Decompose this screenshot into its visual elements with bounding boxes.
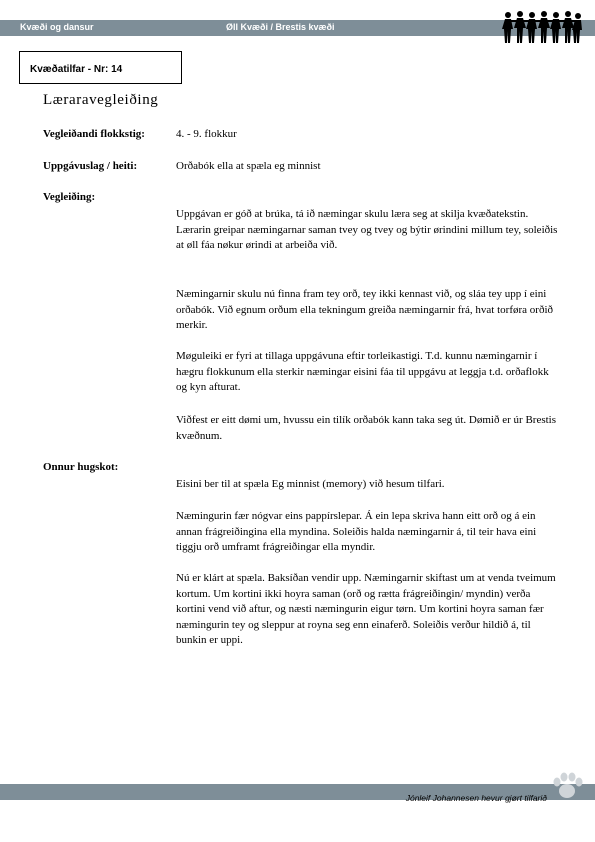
header-left-title: Kvæði og dansur [20,22,94,32]
dancers-icon [502,9,582,45]
paw-icon [550,771,584,801]
other-paragraph-1: Eisini ber til at spæla Eg minnist (memory) við hesum tilfari. [176,478,445,490]
material-number: Kvæðatilfar - Nr: 14 [30,64,123,75]
other-paragraph-2: Næmingurin fær nógvar eins pappírslepar. Á ein lepa skriva hann eitt orð og á ein annan frágreiðingina ella myndina. Soleiðis halda næmingarnir á, til teir hava eini tiggju orð umframt frágreiðingar ella myndir. [176,510,537,553]
task-label: Uppgávuslag / heiti: [43,160,138,172]
material-number-box [19,51,182,84]
guide-paragraph-3: Møguleiki er fyri at tillaga uppgávuna eftir torleikastigi. T.d. kunnu næmingarnir í hægru flokkunum ella sterkir næmingar eisini fáa til uppgávu at leggja t.d. orðaflokk og kyn afturat. [176,350,549,393]
guide-label: Vegleiðing: [43,191,96,203]
header-middle-title: Øll Kvæði / Brestis kvæði [226,22,335,32]
grade-label: Vegleiðandi flokkstig: [43,128,145,140]
author-credit: Jónleif Johannesen hevur gjørt tilfarið [405,793,547,803]
grade-value: 4. - 9. flokkur [176,128,237,140]
task-value: Orðabók ella at spæla eg minnist [176,160,321,172]
other-paragraph-3: Nú er klárt at spæla. Baksíðan vendir upp. Næmingarnir skiftast um at venda tveimum kortum. Um kortini ikki hoyra saman (orð og rætta frágreiðingin/ myndin) verða kortini vend við aftur, og næsti næmingurin eigur tørn. Um kortini hoyra saman fær næmingurin tey og sleppur at royna seg enn einaferð. Soleiðis verður hildið á, til bunkin er uppi. [176,572,556,646]
guide-paragraph-4: Viðfest er eitt dømi um, hvussu ein tilík orðabók kann taka seg út. Dømið er úr Brestis kvæðnum. [176,414,556,442]
guide-paragraph-2: Næmingarnir skulu nú finna fram tey orð, tey ikki kennast við, og sláa tey upp í eini orðabók. Við egnum orðum ella tekningum greiða næmingarnir frá, hvat torføra orðið merkir. [176,288,554,331]
page-title: Læraravegleiðing [43,92,159,108]
guide-paragraph-1: Uppgávan er góð at brúka, tá ið næmingar skulu læra seg at skilja kvæðatekstin. Lærarin greipar næmingarnar saman tvey og tvey og býtir ørindini millum tey, soleiðis at øll fáa nøkur ørindi at arbeiða við. [176,208,558,251]
other-ideas-label: Onnur hugskot: [43,461,119,473]
